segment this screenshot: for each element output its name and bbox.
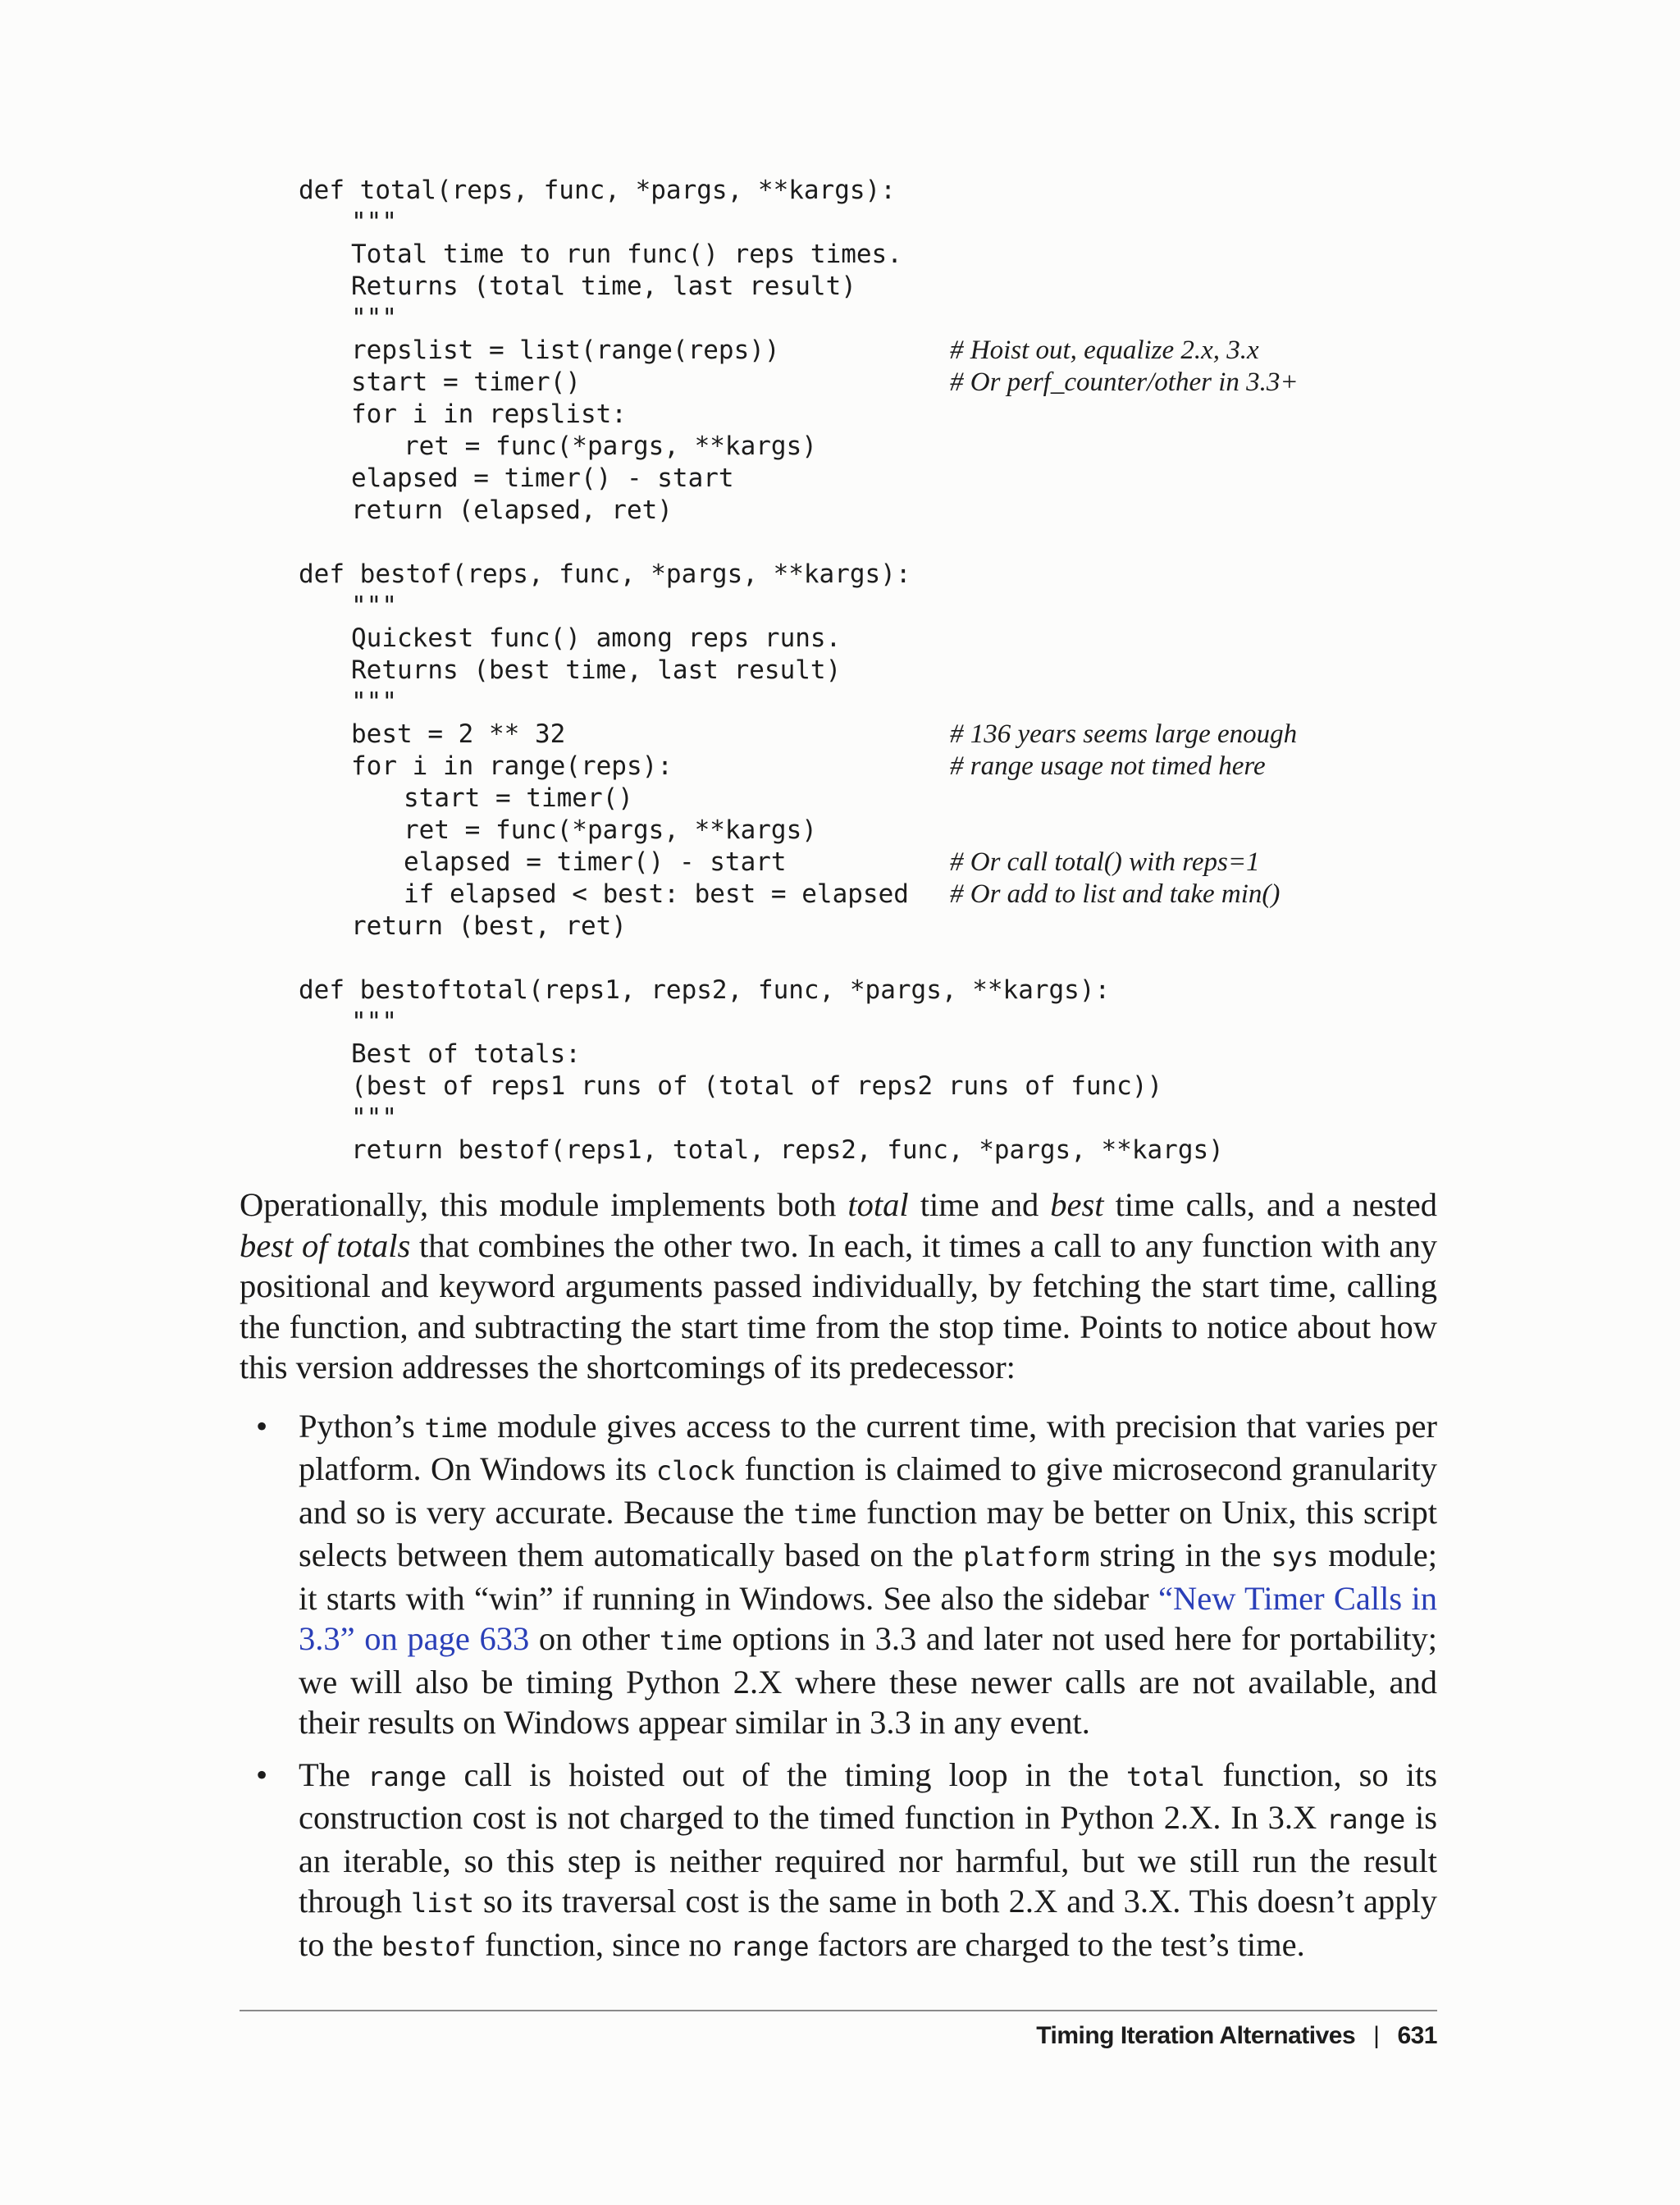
code-comment: # range usage not timed here — [950, 751, 1266, 781]
code-text: """ — [351, 1103, 397, 1133]
code-text: """ — [351, 304, 397, 333]
code-line — [299, 303, 1447, 335]
code-line — [299, 239, 1447, 271]
code-line — [299, 591, 1447, 623]
bullet-marker: • — [256, 1407, 268, 1445]
intro-paragraph: Operationally, this module implements both total time and best time calls, and a nested best of totals that combines the other two. In each, it times a call to any function with any positional and keyword arguments passed individually, by fetching the start time, calling the function, and subtracting the start time from the stop time. Points to notice about how this version addresses the shortcomings of its predecessor: — [240, 1186, 1437, 1386]
code-text: """ — [351, 1007, 397, 1037]
cross-reference-link[interactable]: “New Timer Calls in 3.3” on page 633 — [299, 1579, 1437, 1657]
code-text: elapsed = timer() - start — [351, 463, 734, 493]
code-text: """ — [351, 591, 397, 621]
code-line — [299, 1007, 1447, 1039]
code-text: ret = func(*pargs, **kargs) — [404, 431, 817, 461]
code-line — [299, 175, 1447, 207]
code-text: Returns (best time, last result) — [351, 655, 842, 685]
code-line — [299, 1039, 1447, 1071]
code-line — [299, 655, 1447, 687]
code-listing — [299, 175, 1447, 1166]
code-line — [299, 399, 1447, 431]
code-comment: # 136 years seems large enough — [950, 719, 1298, 749]
code-line — [299, 783, 1447, 815]
code-line — [299, 943, 1447, 975]
code-text: Total time to run func() reps times. — [351, 240, 902, 269]
code-line — [299, 623, 1447, 655]
page-footer — [1036, 2022, 1437, 2050]
code-text: Quickest func() among reps runs. — [351, 623, 842, 653]
code-line — [299, 815, 1447, 847]
code-line — [299, 207, 1447, 239]
code-text: def total(reps, func, *pargs, **kargs): — [299, 176, 896, 205]
code-text: for i in repslist: — [351, 399, 627, 429]
code-comment: # Or perf_counter/other in 3.3+ — [950, 368, 1299, 397]
code-text: repslist = list(range(reps)) — [351, 336, 780, 365]
code-text: if elapsed < best: best = elapsed — [404, 879, 909, 909]
code-text: start = timer() — [404, 783, 633, 813]
code-line — [299, 1071, 1447, 1102]
code-line — [299, 687, 1447, 719]
code-text: def bestoftotal(reps1, reps2, func, *pargs, **kargs): — [299, 975, 1111, 1005]
code-text: return bestof(reps1, total, reps2, func, *pargs, **kargs) — [351, 1135, 1224, 1165]
code-line — [299, 271, 1447, 303]
code-text: return (elapsed, ret) — [351, 495, 673, 525]
page-number: 631 — [1397, 2022, 1437, 2049]
code-comment: # Or add to list and take min() — [950, 879, 1281, 909]
code-text: ret = func(*pargs, **kargs) — [404, 815, 817, 845]
code-line — [299, 495, 1447, 527]
list-item: • Python’s time module gives access to the current time, with precision that varies per platform. On Windows its clock function is claimed to give microsecond granularity and so is very accurate. Because the time function may be better on Unix, this script selects between them automatically based on the platform string in the sys module; it starts with “win” if running in Windows. See also the sidebar “New Timer Calls in 3.3” on page 633 on other time options in 3.3 and later not used here for portability; we will also be timing Python 2.X where these newer calls are not available, and their results on Windows appear similar in 3.3 in any event. — [256, 1407, 1438, 1741]
code-text: start = timer() — [351, 368, 581, 397]
code-line — [299, 879, 1447, 911]
code-line — [299, 527, 1447, 559]
footer-rule — [240, 2010, 1437, 2011]
footer-separator: | — [1373, 2022, 1380, 2049]
body-text — [240, 1185, 1437, 1979]
code-text: """ — [351, 687, 397, 717]
code-line — [299, 975, 1447, 1007]
code-text: best = 2 ** 32 — [351, 719, 566, 749]
code-line — [299, 367, 1447, 399]
code-line — [299, 911, 1447, 943]
code-line — [299, 1102, 1447, 1134]
code-text: (best of reps1 runs of (total of reps2 runs of func)) — [351, 1071, 1163, 1101]
code-text: elapsed = timer() - start — [404, 847, 787, 877]
code-text: """ — [351, 208, 397, 237]
code-text: def bestof(reps, func, *pargs, **kargs): — [299, 559, 911, 589]
code-line — [299, 559, 1447, 591]
code-comment: # Hoist out, equalize 2.x, 3.x — [950, 336, 1259, 365]
code-line — [299, 719, 1447, 751]
code-text: for i in range(reps): — [351, 751, 673, 781]
running-section-title: Timing Iteration Alternatives — [1036, 2022, 1356, 2049]
list-item: • The range call is hoisted out of the timing loop in the total function, so its construction cost is not charged to the timed function in Python 2.X. In 3.X range is an iterable, so this step is neither required nor harmful, but we still run the result through list so its traversal cost is the same in both 2.X and 3.X. This doesn’t apply to the bestof function, since no range factors are charged to the test’s time. — [256, 1755, 1437, 1963]
bullet-list — [240, 1406, 1437, 1968]
code-line — [299, 751, 1447, 783]
code-comment: # Or call total() with reps=1 — [950, 847, 1260, 877]
code-line — [299, 1134, 1447, 1166]
code-line — [299, 431, 1447, 463]
code-line — [299, 847, 1447, 879]
code-line — [299, 335, 1447, 367]
code-text: Best of totals: — [351, 1039, 581, 1069]
code-text: Returns (total time, last result) — [351, 272, 856, 301]
code-text: return (best, ret) — [351, 911, 627, 941]
bullet-marker: • — [256, 1755, 268, 1793]
code-line — [299, 463, 1447, 495]
